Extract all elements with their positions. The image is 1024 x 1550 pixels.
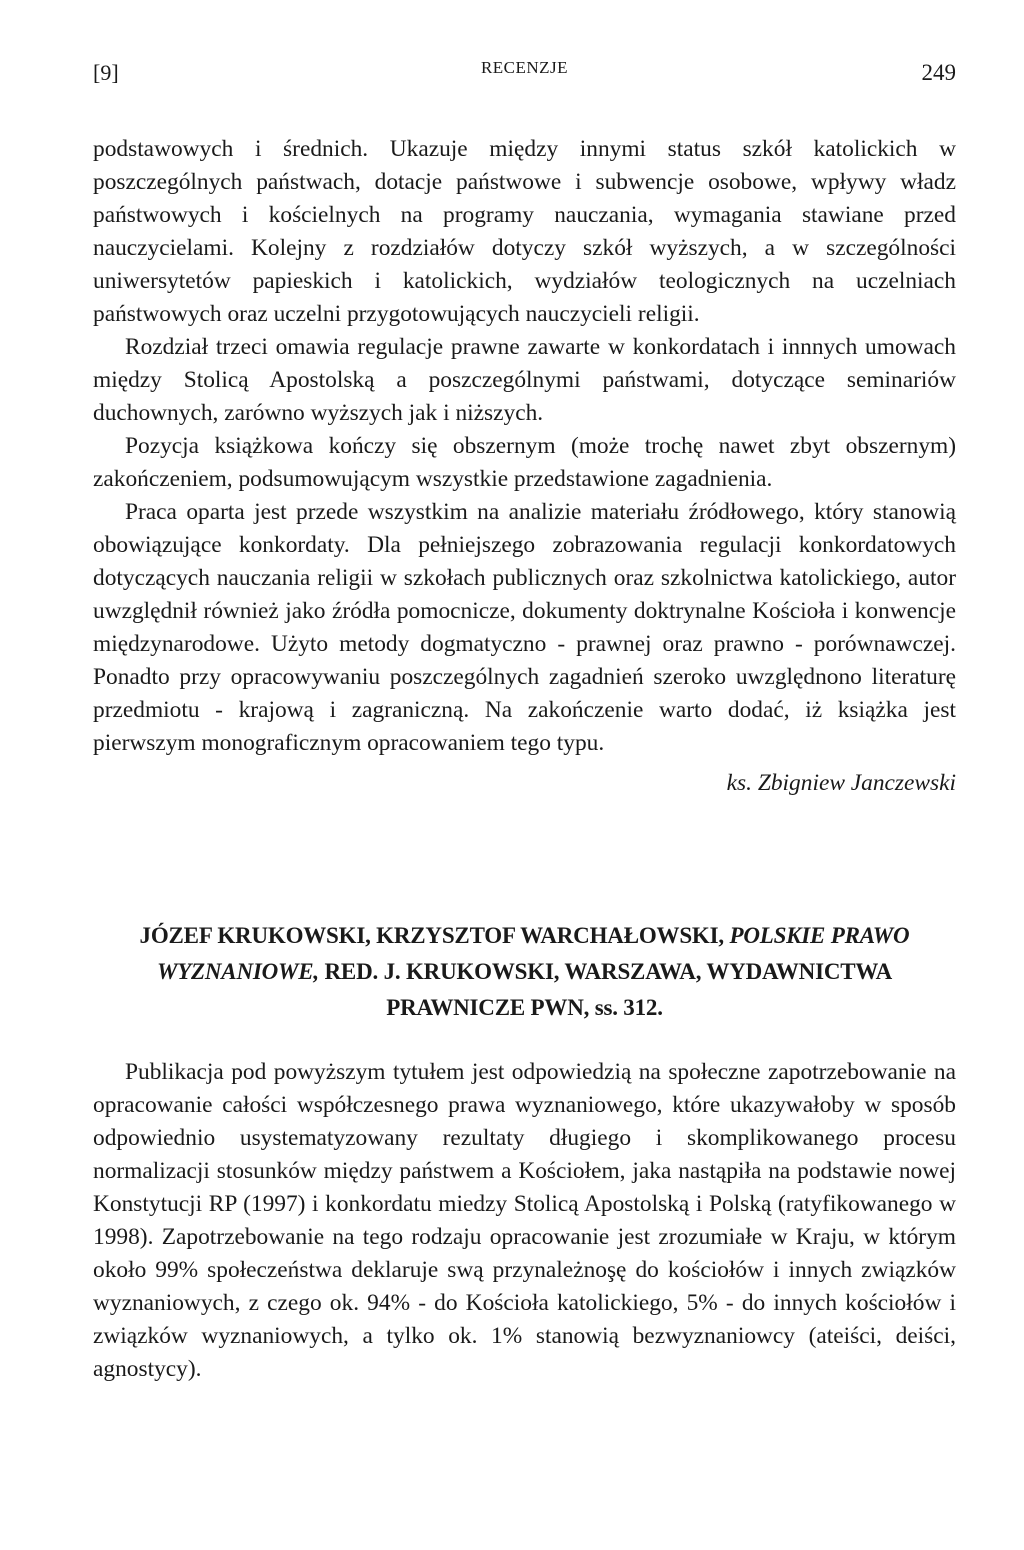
reviewer-signature: ks. Zbigniew Janczewski [726, 770, 956, 796]
section-number: [9] [93, 60, 119, 85]
paragraph: Rozdział trzeci omawia regulacje prawne zawarte w konkordatach i innnych umowach między Stolicą Apostolską a poszczególnymi państwami, dotyczące seminariów duchownych, zarówno wyższych jak i niższych. [93, 334, 956, 426]
review-title-publication: RED. J. KRUKOWSKI, WARSZAWA, WYDAWNICTWA PRAWNICZE PWN, ss. 312. [318, 959, 893, 1020]
second-review-body [93, 1056, 956, 1386]
paragraph: Pozycja książkowa kończy się obszernym (może trochę nawet zbyt obszernym) zakończeniem, podsumowującym wszystkie przedstawione zagadnienia. [93, 433, 956, 492]
page-number: 249 [921, 60, 956, 85]
page [93, 48, 956, 1386]
review-title-book: POLSKIE PRAWO WYZNANIOWE, [156, 923, 910, 984]
review-title-authors: JÓZEF KRUKOWSKI, KRZYSZTOF WARCHAŁOWSKI, [139, 923, 730, 948]
paragraph: Publikacja pod powyższym tytułem jest odpowiedzią na społeczne zapotrzebowanie na opracowanie całości współczesnego prawa wyznaniowego, które ukazywałoby w sposób odpowiednio usystematyzowany rezultaty długiego i skomplikowanego procesu normalizacji stosunków między państwem a Kościołem, jaka nastąpiła na podstawie nowej Konstytucji RP (1997) i konkordatu miedzy Stolicą Apostolską i Polską (ratyfikowanego w 1998). Zapotrzebowanie na tego rodzaju opracowanie jest zrozumiałe w Kraju, w którym około 99% społeczeństwa deklaruje swą przynależnoşę do kościołów i innych związków wyznaniowych, z czego ok. 94% - do Kościoła katolickiego, 5% - do innych kościołów i związków wyznaniowych, a tylko ok. 1% stanowią bezwyznaniowcy (ateiści, deiści, agnostycy). [93, 1059, 956, 1382]
review-title [93, 918, 956, 1026]
running-head [93, 48, 956, 88]
paragraph: podstawowych i średnich. Ukazuje między innymi status szkół katolickich w poszczególnych państwach, dotacje państwowe i subwencje osobowe, wpływy władz państwowych i kościelnych na programy nauczania, wymagania stawiane przed nauczycielami. Kolejny z rozdziałów dotyczy szkół wyższych, a w szczególności uniwersytetów papieskich i katolickich, wydziałów teologicznych na uczelniach państwowych oraz uczelni przygotowujących nauczycieli religii. [93, 136, 956, 327]
paragraph: Praca oparta jest przede wszystkim na analizie materiału źródłowego, który stanowią obowiązujące konkordaty. Dla pełniejszego zobrazowania regulacji konkordatowych dotyczących nauczania religii w szkołach publicznych oraz szkolnictwa katolickiego, autor uwzględnił również jako źródła pomocnicze, dokumenty doktrynalne Kościoła i konwencje międzynarodowe. Użyto metody dogmatyczno - prawnej oraz prawno - porównawczej. Ponadto przy opracowywaniu poszczególnych zagadnień szeroko uwzględnono literaturę przedmiotu - krajową i zagraniczną. Na zakończenie warto dodać, iż książka jest pierwszym monograficznym opracowaniem tego typu. [93, 499, 956, 756]
section-title: RECENZJE [480, 58, 569, 77]
first-review-body [93, 133, 956, 760]
